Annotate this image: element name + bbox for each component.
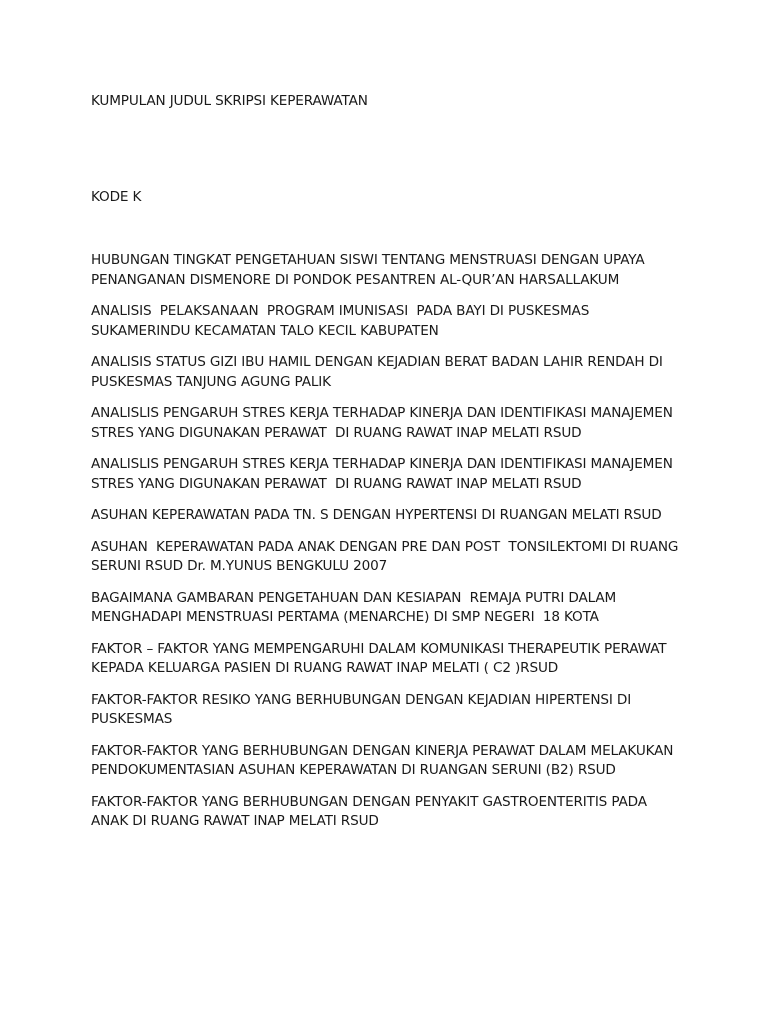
code-label: KODE K [91,189,142,205]
thesis-title: BAGAIMANA GAMBARAN PENGETAHUAN DAN KESIAPAN REMAJA PUTRI DALAM MENGHADAPI MENSTRUASI PERTAMA (MENARCHE) DI SMP NEGERI 18 KOTA [91,589,621,625]
document-heading: KUMPULAN JUDUL SKRIPSI KEPERAWATAN [91,93,368,109]
thesis-title: ANALISIS STATUS GIZI IBU HAMIL DENGAN KEJADIAN BERAT BADAN LAHIR RENDAH DI PUSKESMAS TANJUNG AGUNG PALIK [91,354,672,390]
thesis-title: FAKTOR-FAKTOR RESIKO YANG BERHUBUNGAN DENGAN KEJADIAN HIPERTENSI DI PUSKESMAS [91,691,636,727]
thesis-title: ASUHAN KEPERAWATAN PADA TN. S DENGAN HYPERTENSI DI RUANGAN MELATI RSUD [91,507,662,523]
thesis-title: ANALISLIS PENGARUH STRES KERJA TERHADAP KINERJA DAN IDENTIFIKASI MANAJEMEN STRES YANG DIGUNAKAN PERAWAT DI RUANG RAWAT INAP MELATI RSUD [91,405,677,441]
thesis-title: ANALISIS PELAKSANAAN PROGRAM IMUNISASI PADA BAYI DI PUSKESMAS SUKAMERINDU KECAMATAN TALO KECIL KABUPATEN [91,303,594,339]
thesis-title-list [91,251,681,844]
thesis-title: ANALISLIS PENGARUH STRES KERJA TERHADAP KINERJA DAN IDENTIFIKASI MANAJEMEN STRES YANG DIGUNAKAN PERAWAT DI RUANG RAWAT INAP MELATI RSUD [91,456,677,492]
thesis-title: HUBUNGAN TINGKAT PENGETAHUAN SISWI TENTANG MENSTRUASI DENGAN UPAYA PENANGANAN DISMENORE DI PONDOK PESANTREN AL-QUR’AN HARSALLAKUM [91,252,649,288]
thesis-title: FAKTOR – FAKTOR YANG MEMPENGARUHI DALAM KOMUNIKASI THERAPEUTIK PERAWAT KEPADA KELUARGA PASIEN DI RUANG RAWAT INAP MELATI ( C2 )RSUD [91,640,671,676]
thesis-title: ASUHAN KEPERAWATAN PADA ANAK DENGAN PRE DAN POST TONSILEKTOMI DI RUANG SERUNI RSUD Dr. M.YUNUS BENGKULU 2007 [91,538,683,574]
thesis-title: FAKTOR-FAKTOR YANG BERHUBUNGAN DENGAN PENYAKIT GASTROENTERITIS PADA ANAK DI RUANG RAWAT INAP MELATI RSUD [91,793,652,829]
thesis-title: FAKTOR-FAKTOR YANG BERHUBUNGAN DENGAN KINERJA PERAWAT DALAM MELAKUKAN PENDOKUMENTASIAN ASUHAN KEPERAWATAN DI RUANGAN SERUNI (B2) RSUD [91,742,678,778]
